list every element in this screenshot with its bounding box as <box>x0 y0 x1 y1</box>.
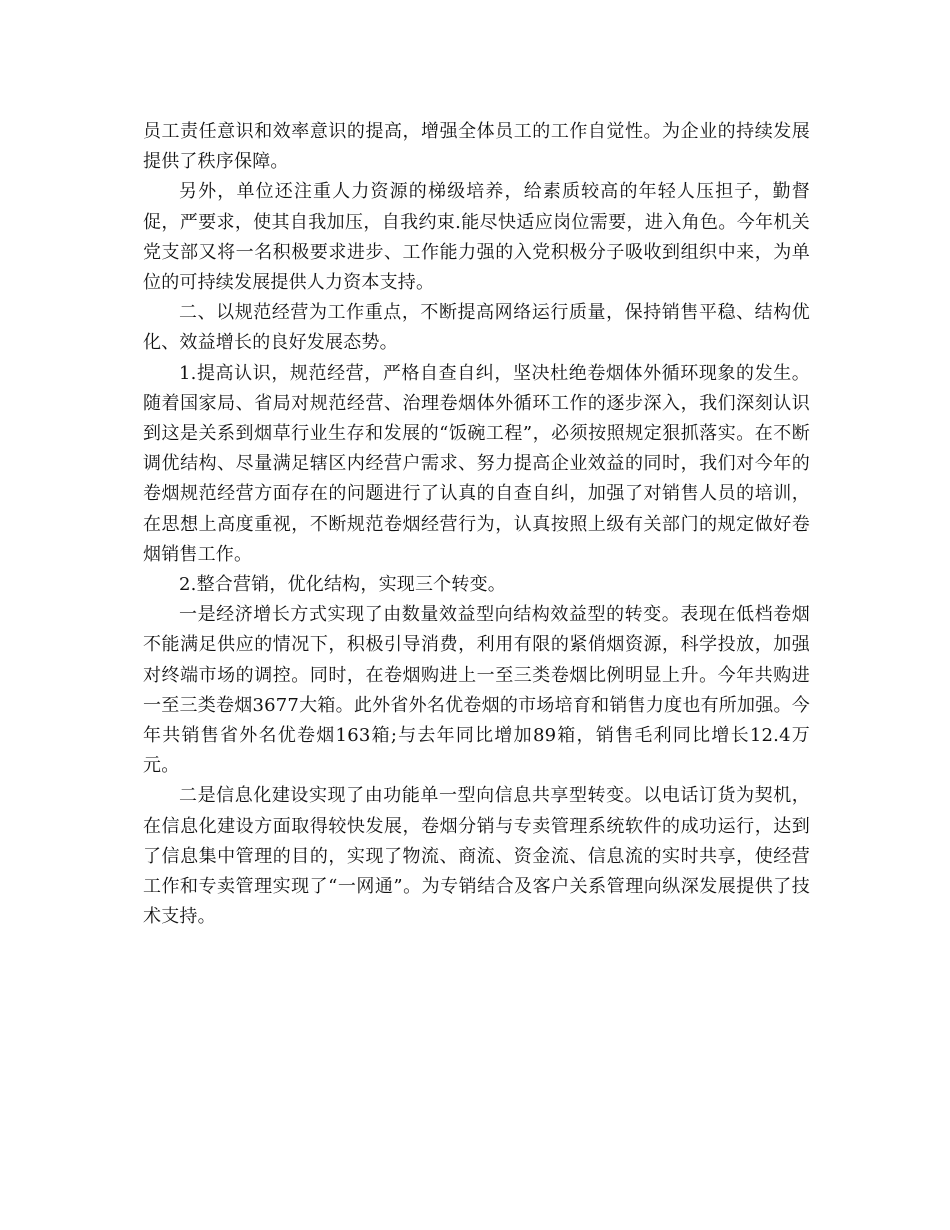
paragraph-2: 另外，单位还注重人力资源的梯级培养，给素质较高的年轻人压担子，勤督促，严要求，使其自我加压，自我约束.能尽快适应岗位需要，进入角色。今年机关党支部又将一名积极要求进步、工作能力强的入党积极分子吸收到组织中来，为单位的可持续发展提供人力资本支持。 <box>143 181 810 294</box>
paragraph-4: 1.提高认识，规范经营，严格自查自纠，坚决杜绝卷烟体外循环现象的发生。随着国家局、省局对规范经营、治理卷烟体外循环工作的逐步深入，我们深刻认识到这是关系到烟草行业生存和发展的“饭碗工程”，必须按照规定狠抓落实。在不断调优结构、尽量满足辖区内经营户需求、努力提高企业效益的同时，我们对今年的卷烟规范经营方面存在的问题进行了认真的自查自纠，加强了对销售人员的培训，在思想上高度重视，不断规范卷烟经营行为，认真按照上级有关部门的规定做好卷烟销售工作。 <box>143 362 810 565</box>
paragraph-3-heading: 二、以规范经营为工作重点，不断提高网络运行质量，保持销售平稳、结构优化、效益增长的良好发展态势。 <box>143 302 810 354</box>
paragraph-5-subheading: 2.整合营销，优化结构，实现三个转变。 <box>179 574 506 596</box>
paragraph-1: 员工责任意识和效率意识的提高，增强全体员工的工作自觉性。为企业的持续发展提供了秩序保障。 <box>143 121 810 173</box>
paragraph-7: 二是信息化建设实现了由功能单一型向信息共享型转变。以电话订货为契机，在信息化建设方面取得较快发展，卷烟分销与专卖管理系统软件的成功运行，达到了信息集中管理的目的，实现了物流、商流、资金流、信息流的实时共享，使经营工作和专卖管理实现了“一网通”。为专销结合及客户关系管理向纵深发展提供了技术支持。 <box>143 785 810 928</box>
paragraph-6: 一是经济增长方式实现了由数量效益型向结构效益型的转变。表现在低档卷烟不能满足供应的情况下，积极引导消费，利用有限的紧俏烟资源，科学投放，加强对终端市场的调控。同时，在卷烟购进上一至三类卷烟比例明显上升。今年共购进一至三类卷烟3677大箱。此外省外名优卷烟的市场培育和销售力度也有所加强。今年共销售省外名优卷烟163箱;与去年同比增加89箱，销售毛利同比增长12.4万元。 <box>143 604 810 777</box>
